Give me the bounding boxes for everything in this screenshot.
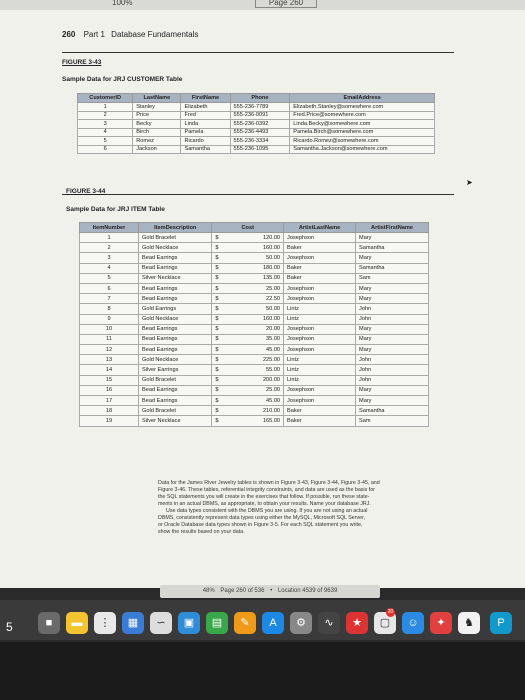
page-indicator: Page 260 of 536 bbox=[220, 588, 265, 594]
table-cell: John bbox=[356, 314, 429, 324]
column-header: Phone bbox=[230, 94, 290, 103]
table-cell: 225.00 bbox=[248, 355, 283, 365]
table-cell: Josephson bbox=[284, 345, 356, 355]
part-label: Part 1 bbox=[83, 30, 105, 39]
table-cell: 2 bbox=[78, 111, 133, 120]
page-number: 260 bbox=[62, 30, 76, 39]
table-cell: 555-236-1095 bbox=[230, 145, 290, 154]
table-cell: Sam bbox=[356, 273, 429, 283]
figure-3-44-label: FIGURE 3-44 bbox=[66, 188, 106, 195]
table-cell: Ricardo.Romez@somewhere.com bbox=[290, 137, 435, 146]
table-row bbox=[80, 294, 429, 304]
table-row bbox=[78, 137, 435, 146]
table-cell: Samantha bbox=[356, 243, 429, 253]
running-head bbox=[62, 30, 198, 39]
table-cell: Lintz bbox=[284, 365, 356, 375]
table-cell: 8 bbox=[80, 304, 139, 314]
column-header: ArtistLastName bbox=[284, 223, 356, 233]
table-cell: Baker bbox=[284, 406, 356, 416]
table-row bbox=[78, 145, 435, 154]
table-cell: 160.00 bbox=[248, 243, 283, 253]
table-cell: Josephson bbox=[284, 283, 356, 293]
table-cell: 3 bbox=[80, 253, 139, 263]
chess-icon[interactable]: ♞ bbox=[458, 612, 480, 634]
currency-cell: $ bbox=[212, 334, 249, 344]
table-cell: Samantha bbox=[356, 263, 429, 273]
column-header: ItemNumber bbox=[80, 223, 139, 233]
table-row bbox=[80, 345, 429, 355]
table-cell: Bead Earrings bbox=[139, 396, 212, 406]
currency-cell: $ bbox=[212, 243, 249, 253]
signature-icon[interactable]: ∽ bbox=[150, 612, 172, 634]
page-box[interactable]: Page 260 bbox=[255, 0, 317, 8]
currency-cell: $ bbox=[212, 253, 249, 263]
app-store-icon[interactable]: A bbox=[262, 612, 284, 634]
table-cell: Mary bbox=[356, 385, 429, 395]
table-row bbox=[80, 355, 429, 365]
table-cell: Gold Bracelet bbox=[139, 375, 212, 385]
calendar-icon[interactable]: ▢ bbox=[374, 612, 396, 634]
table-cell: 555-236-0091 bbox=[230, 111, 290, 120]
table-cell: 2 bbox=[80, 243, 139, 253]
table-cell: Josephson bbox=[284, 385, 356, 395]
column-header: ArtistFirstName bbox=[356, 223, 429, 233]
table-cell: Lintz bbox=[284, 355, 356, 365]
table-cell: Lintz bbox=[284, 304, 356, 314]
table-row bbox=[80, 253, 429, 263]
table-cell: Pamela bbox=[181, 128, 230, 137]
table-cell: John bbox=[356, 375, 429, 385]
table-cell: Birch bbox=[133, 128, 181, 137]
table-row bbox=[80, 324, 429, 334]
table-cell: Fred.Price@somewhere.com bbox=[290, 111, 435, 120]
table-cell: Fred bbox=[181, 111, 230, 120]
table-cell: 14 bbox=[80, 365, 139, 375]
table-cell: 200.00 bbox=[248, 375, 283, 385]
table-row bbox=[80, 416, 429, 426]
photo-booth-icon[interactable]: ✦ bbox=[430, 612, 452, 634]
currency-cell: $ bbox=[212, 283, 249, 293]
table-header-row bbox=[78, 94, 435, 103]
column-header: CustomerID bbox=[78, 94, 133, 103]
table-cell: Lintz bbox=[284, 375, 356, 385]
table-cell: Bead Earrings bbox=[139, 253, 212, 263]
table-cell: Bead Earrings bbox=[139, 345, 212, 355]
table-row bbox=[80, 396, 429, 406]
table-cell: Bead Earrings bbox=[139, 334, 212, 344]
table-cell: 555-236-3334 bbox=[230, 137, 290, 146]
mouse-cursor-icon: ➤ bbox=[466, 178, 473, 187]
table-header-row bbox=[80, 223, 429, 233]
progress-percent: 48% bbox=[202, 588, 215, 594]
table-cell: Mary bbox=[356, 233, 429, 243]
table-cell: 6 bbox=[78, 145, 133, 154]
table-row bbox=[80, 365, 429, 375]
table-cell: 555-236-7789 bbox=[230, 103, 290, 112]
table-cell: Josephson bbox=[284, 294, 356, 304]
table-cell: 4 bbox=[80, 263, 139, 273]
table-cell: 35.00 bbox=[248, 334, 283, 344]
table-cell: 11 bbox=[80, 334, 139, 344]
table-cell: Price bbox=[133, 111, 181, 120]
table-cell: 165.00 bbox=[248, 416, 283, 426]
table-cell: Gold Necklace bbox=[139, 355, 212, 365]
currency-cell: $ bbox=[212, 294, 249, 304]
table-cell: Mary bbox=[356, 396, 429, 406]
table-cell: Lintz bbox=[284, 314, 356, 324]
table-row bbox=[80, 233, 429, 243]
table-cell: Bead Earrings bbox=[139, 385, 212, 395]
table-row bbox=[78, 103, 435, 112]
table-cell: Elizabeth.Stanley@somewhere.com bbox=[290, 103, 435, 112]
table-cell: Gold Earrings bbox=[139, 304, 212, 314]
table-row bbox=[80, 304, 429, 314]
currency-cell: $ bbox=[212, 304, 249, 314]
item-table bbox=[79, 222, 429, 427]
currency-cell: $ bbox=[212, 375, 249, 385]
currency-cell: $ bbox=[212, 345, 249, 355]
table-cell: 555-236-4493 bbox=[230, 128, 290, 137]
table-cell: 12 bbox=[80, 345, 139, 355]
currency-cell: $ bbox=[212, 416, 249, 426]
table-cell: Romez bbox=[133, 137, 181, 146]
table-cell: Josephson bbox=[284, 324, 356, 334]
table-cell: 25.00 bbox=[248, 385, 283, 395]
table-cell: Josephson bbox=[284, 334, 356, 344]
column-header: EmailAddress bbox=[290, 94, 435, 103]
currency-cell: $ bbox=[212, 365, 249, 375]
table-cell: Baker bbox=[284, 416, 356, 426]
finder-face-icon[interactable]: ☺ bbox=[402, 612, 424, 634]
table-row bbox=[80, 314, 429, 324]
table-row bbox=[80, 375, 429, 385]
table-cell: 555-236-0392 bbox=[230, 120, 290, 129]
table-row bbox=[80, 385, 429, 395]
chapter-title: Database Fundamentals bbox=[111, 30, 199, 39]
currency-cell: $ bbox=[212, 324, 249, 334]
table-cell: Linda bbox=[181, 120, 230, 129]
table-cell: Mary bbox=[356, 345, 429, 355]
currency-cell: $ bbox=[212, 233, 249, 243]
table-cell: 50.00 bbox=[248, 253, 283, 263]
table-cell: Mary bbox=[356, 324, 429, 334]
currency-cell: $ bbox=[212, 355, 249, 365]
books-icon[interactable]: ★ bbox=[346, 612, 368, 634]
table-cell: 19 bbox=[80, 416, 139, 426]
table-cell: Silver Earrings bbox=[139, 365, 212, 375]
finder-icon[interactable]: ■ bbox=[38, 612, 60, 634]
table-cell: Gold Bracelet bbox=[139, 233, 212, 243]
notes-icon[interactable]: ▬ bbox=[66, 612, 88, 634]
table-cell: 180.00 bbox=[248, 263, 283, 273]
table-cell: 45.00 bbox=[248, 396, 283, 406]
launchpad-icon[interactable]: ▦ bbox=[122, 612, 144, 634]
table-cell: 25.00 bbox=[248, 283, 283, 293]
table-cell: Samantha.Jackson@somewhere.com bbox=[290, 145, 435, 154]
table-cell: Stanley bbox=[133, 103, 181, 112]
table-row bbox=[80, 334, 429, 344]
table-cell: Gold Necklace bbox=[139, 243, 212, 253]
currency-cell: $ bbox=[212, 314, 249, 324]
keyboard-area bbox=[0, 642, 525, 700]
table-cell: 50.00 bbox=[248, 304, 283, 314]
table-cell: 15 bbox=[80, 375, 139, 385]
location-indicator: Location 4539 of 9639 bbox=[277, 588, 338, 594]
key-label: 5 bbox=[6, 620, 13, 634]
table-cell: Pamela.Birch@somewhere.com bbox=[290, 128, 435, 137]
stocks-icon[interactable]: ∿ bbox=[318, 612, 340, 634]
numbers-icon[interactable]: ▤ bbox=[206, 612, 228, 634]
table-row bbox=[80, 406, 429, 416]
table-cell: 135.00 bbox=[248, 273, 283, 283]
table-cell: Elizabeth bbox=[181, 103, 230, 112]
currency-cell: $ bbox=[212, 396, 249, 406]
table-cell: Mary bbox=[356, 283, 429, 293]
figure-rule bbox=[62, 194, 454, 195]
column-header: LastName bbox=[133, 94, 181, 103]
reminders-icon[interactable]: ⋮ bbox=[94, 612, 116, 634]
figure-3-43-caption: Sample Data for JRJ CUSTOMER Table bbox=[62, 76, 183, 83]
table-cell: Silver Necklace bbox=[139, 273, 212, 283]
table-cell: Samantha bbox=[181, 145, 230, 154]
table-cell: Becky bbox=[133, 120, 181, 129]
table-cell: Gold Bracelet bbox=[139, 406, 212, 416]
reading-status-bar[interactable] bbox=[160, 585, 380, 598]
column-header: ItemDescription bbox=[139, 223, 212, 233]
app-icon[interactable]: P bbox=[490, 612, 512, 634]
table-cell: 210.00 bbox=[248, 406, 283, 416]
table-cell: 160.00 bbox=[248, 314, 283, 324]
table-cell: Linda.Becky@somewhere.com bbox=[290, 120, 435, 129]
table-cell: Baker bbox=[284, 263, 356, 273]
table-cell: Bead Earrings bbox=[139, 324, 212, 334]
pages-icon[interactable]: ✎ bbox=[234, 612, 256, 634]
currency-cell: $ bbox=[212, 406, 249, 416]
table-row bbox=[80, 243, 429, 253]
table-cell: 18 bbox=[80, 406, 139, 416]
table-cell: Gold Necklace bbox=[139, 314, 212, 324]
table-cell: 6 bbox=[80, 283, 139, 293]
table-cell: 5 bbox=[78, 137, 133, 146]
currency-cell: $ bbox=[212, 263, 249, 273]
table-cell: John bbox=[356, 304, 429, 314]
table-cell: Ricardo bbox=[181, 137, 230, 146]
column-header: Cost bbox=[212, 223, 284, 233]
table-cell: 7 bbox=[80, 294, 139, 304]
currency-cell: $ bbox=[212, 385, 249, 395]
table-cell: Bead Earrings bbox=[139, 263, 212, 273]
table-cell: 17 bbox=[80, 396, 139, 406]
calendar-badge: 20 bbox=[387, 609, 394, 615]
table-row bbox=[80, 273, 429, 283]
table-cell: 55.00 bbox=[248, 365, 283, 375]
table-row bbox=[78, 128, 435, 137]
table-cell: 22.50 bbox=[248, 294, 283, 304]
table-cell: Bead Earrings bbox=[139, 294, 212, 304]
table-row bbox=[78, 111, 435, 120]
table-cell: 13 bbox=[80, 355, 139, 365]
table-cell: Mary bbox=[356, 253, 429, 263]
table-cell: 5 bbox=[80, 273, 139, 283]
table-cell: Jackson bbox=[133, 145, 181, 154]
table-cell: Josephson bbox=[284, 396, 356, 406]
table-cell: John bbox=[356, 365, 429, 375]
currency-cell: $ bbox=[212, 273, 249, 283]
table-cell: 9 bbox=[80, 314, 139, 324]
book-page bbox=[0, 10, 525, 588]
table-cell: Baker bbox=[284, 243, 356, 253]
table-cell: Baker bbox=[284, 273, 356, 283]
table-cell: 1 bbox=[80, 233, 139, 243]
table-cell: Mary bbox=[356, 294, 429, 304]
table-cell: 3 bbox=[78, 120, 133, 129]
table-cell: 10 bbox=[80, 324, 139, 334]
table-cell: 1 bbox=[78, 103, 133, 112]
table-cell: Josephson bbox=[284, 233, 356, 243]
customer-table bbox=[77, 93, 435, 154]
body-paragraph: Data for the James River Jewelry tables is shown in Figure 3-43, Figure 3-44, Figure 3-45, and Figure 3-46. These tables, referential integrity constraints, and data are used as the basis for the SQL statements you will create in the exercises that follow. If possible, run these state- ments in an actual DBMS, as appropriate, to obtain your results. Name your database JRJ. Use data types consistent with the DBMS you are using. If you are not using an actual DBMS, consistently represent data types using either the MySQL, Microsoft SQL Server, or Oracle Database data types shown in Figure 3-5. For each SQL statement you write, show the results based on your data. bbox=[158, 480, 380, 535]
table-row bbox=[80, 283, 429, 293]
table-row bbox=[78, 120, 435, 129]
table-cell: Mary bbox=[356, 334, 429, 344]
table-cell: Josephson bbox=[284, 253, 356, 263]
table-cell: Sam bbox=[356, 416, 429, 426]
table-cell: 45.00 bbox=[248, 345, 283, 355]
zoom-level[interactable]: 100% bbox=[112, 0, 133, 7]
table-cell: Silver Necklace bbox=[139, 416, 212, 426]
table-cell: John bbox=[356, 355, 429, 365]
keynote-icon[interactable]: ▣ bbox=[178, 612, 200, 634]
figure-rule bbox=[62, 52, 454, 53]
table-cell: 4 bbox=[78, 128, 133, 137]
figure-3-44-caption: Sample Data for JRJ ITEM Table bbox=[66, 206, 165, 213]
table-row bbox=[80, 263, 429, 273]
table-cell: 16 bbox=[80, 385, 139, 395]
viewer-toolbar bbox=[0, 0, 525, 10]
table-cell: 120.00 bbox=[248, 233, 283, 243]
system-preferences-icon[interactable]: ⚙ bbox=[290, 612, 312, 634]
table-cell: 20.00 bbox=[248, 324, 283, 334]
figure-3-43-label: FIGURE 3-43 bbox=[62, 59, 102, 66]
table-cell: Bead Earrings bbox=[139, 283, 212, 293]
table-cell: Samantha bbox=[356, 406, 429, 416]
column-header: FirstName bbox=[181, 94, 230, 103]
separator-dot-icon: • bbox=[270, 588, 273, 594]
